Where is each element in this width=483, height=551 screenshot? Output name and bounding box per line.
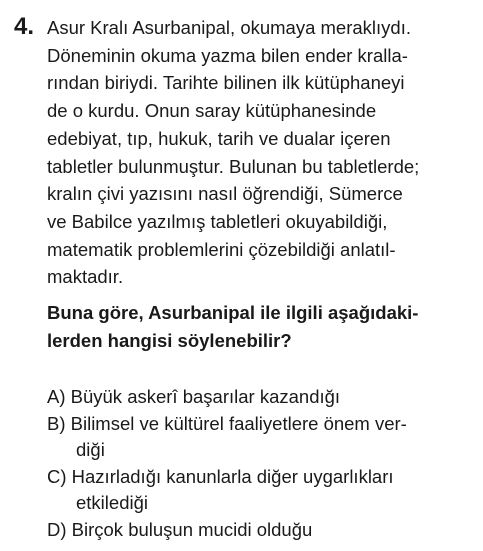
stem-line: rından biriydi. Tarihte bilinen ilk kütüphaneyi — [47, 72, 405, 94]
option-c[interactable] — [47, 464, 477, 517]
option-d-text: D) Birçok buluşun mucidi olduğu — [47, 518, 313, 540]
prompt-line: Buna göre, Asurbanipal ile ilgili aşağıdaki- — [47, 302, 419, 323]
stem-line: de o kurdu. Onun saray kütüphanesinde — [47, 100, 377, 122]
option-a[interactable] — [47, 384, 477, 411]
stem-line: ve Babilce yazılmış tabletleri okuyabildiği, — [47, 210, 388, 232]
stem-line: kralın çivi yazısını nasıl öğrendiği, Sümerce — [47, 183, 403, 205]
option-c-text-continued: etkilediği — [76, 492, 148, 513]
answer-options — [47, 384, 477, 543]
option-b[interactable] — [47, 411, 477, 464]
stem-line: maktadır. — [47, 266, 124, 288]
question-prompt — [47, 299, 477, 355]
question-stem — [47, 14, 477, 291]
option-c-text: C) Hazırladığı kanunlarla diğer uygarlıkları — [47, 465, 394, 487]
option-b-text-continued: diği — [76, 439, 105, 460]
stem-line: matematik problemlerini çözebildiği anlatıl- — [47, 238, 396, 260]
option-a-text: A) Büyük askerî başarılar kazandığı — [47, 386, 341, 407]
stem-line: edebiyat, tıp, hukuk, tarih ve dualar içeren — [47, 127, 391, 149]
stem-line: tabletler bulunmuştur. Bulunan bu tabletlerde; — [47, 155, 420, 177]
stem-line: Döneminin okuma yazma bilen ender kralla- — [47, 44, 408, 66]
option-d[interactable] — [47, 517, 477, 544]
stem-line: Asur Kralı Asurbanipal, okumaya meraklıydı. — [47, 17, 411, 38]
prompt-line: lerden hangisi söylenebilir? — [47, 330, 292, 351]
option-b-text: B) Bilimsel ve kültürel faaliyetlere önem ver- — [47, 412, 407, 434]
question-number: 4. — [14, 13, 35, 40]
